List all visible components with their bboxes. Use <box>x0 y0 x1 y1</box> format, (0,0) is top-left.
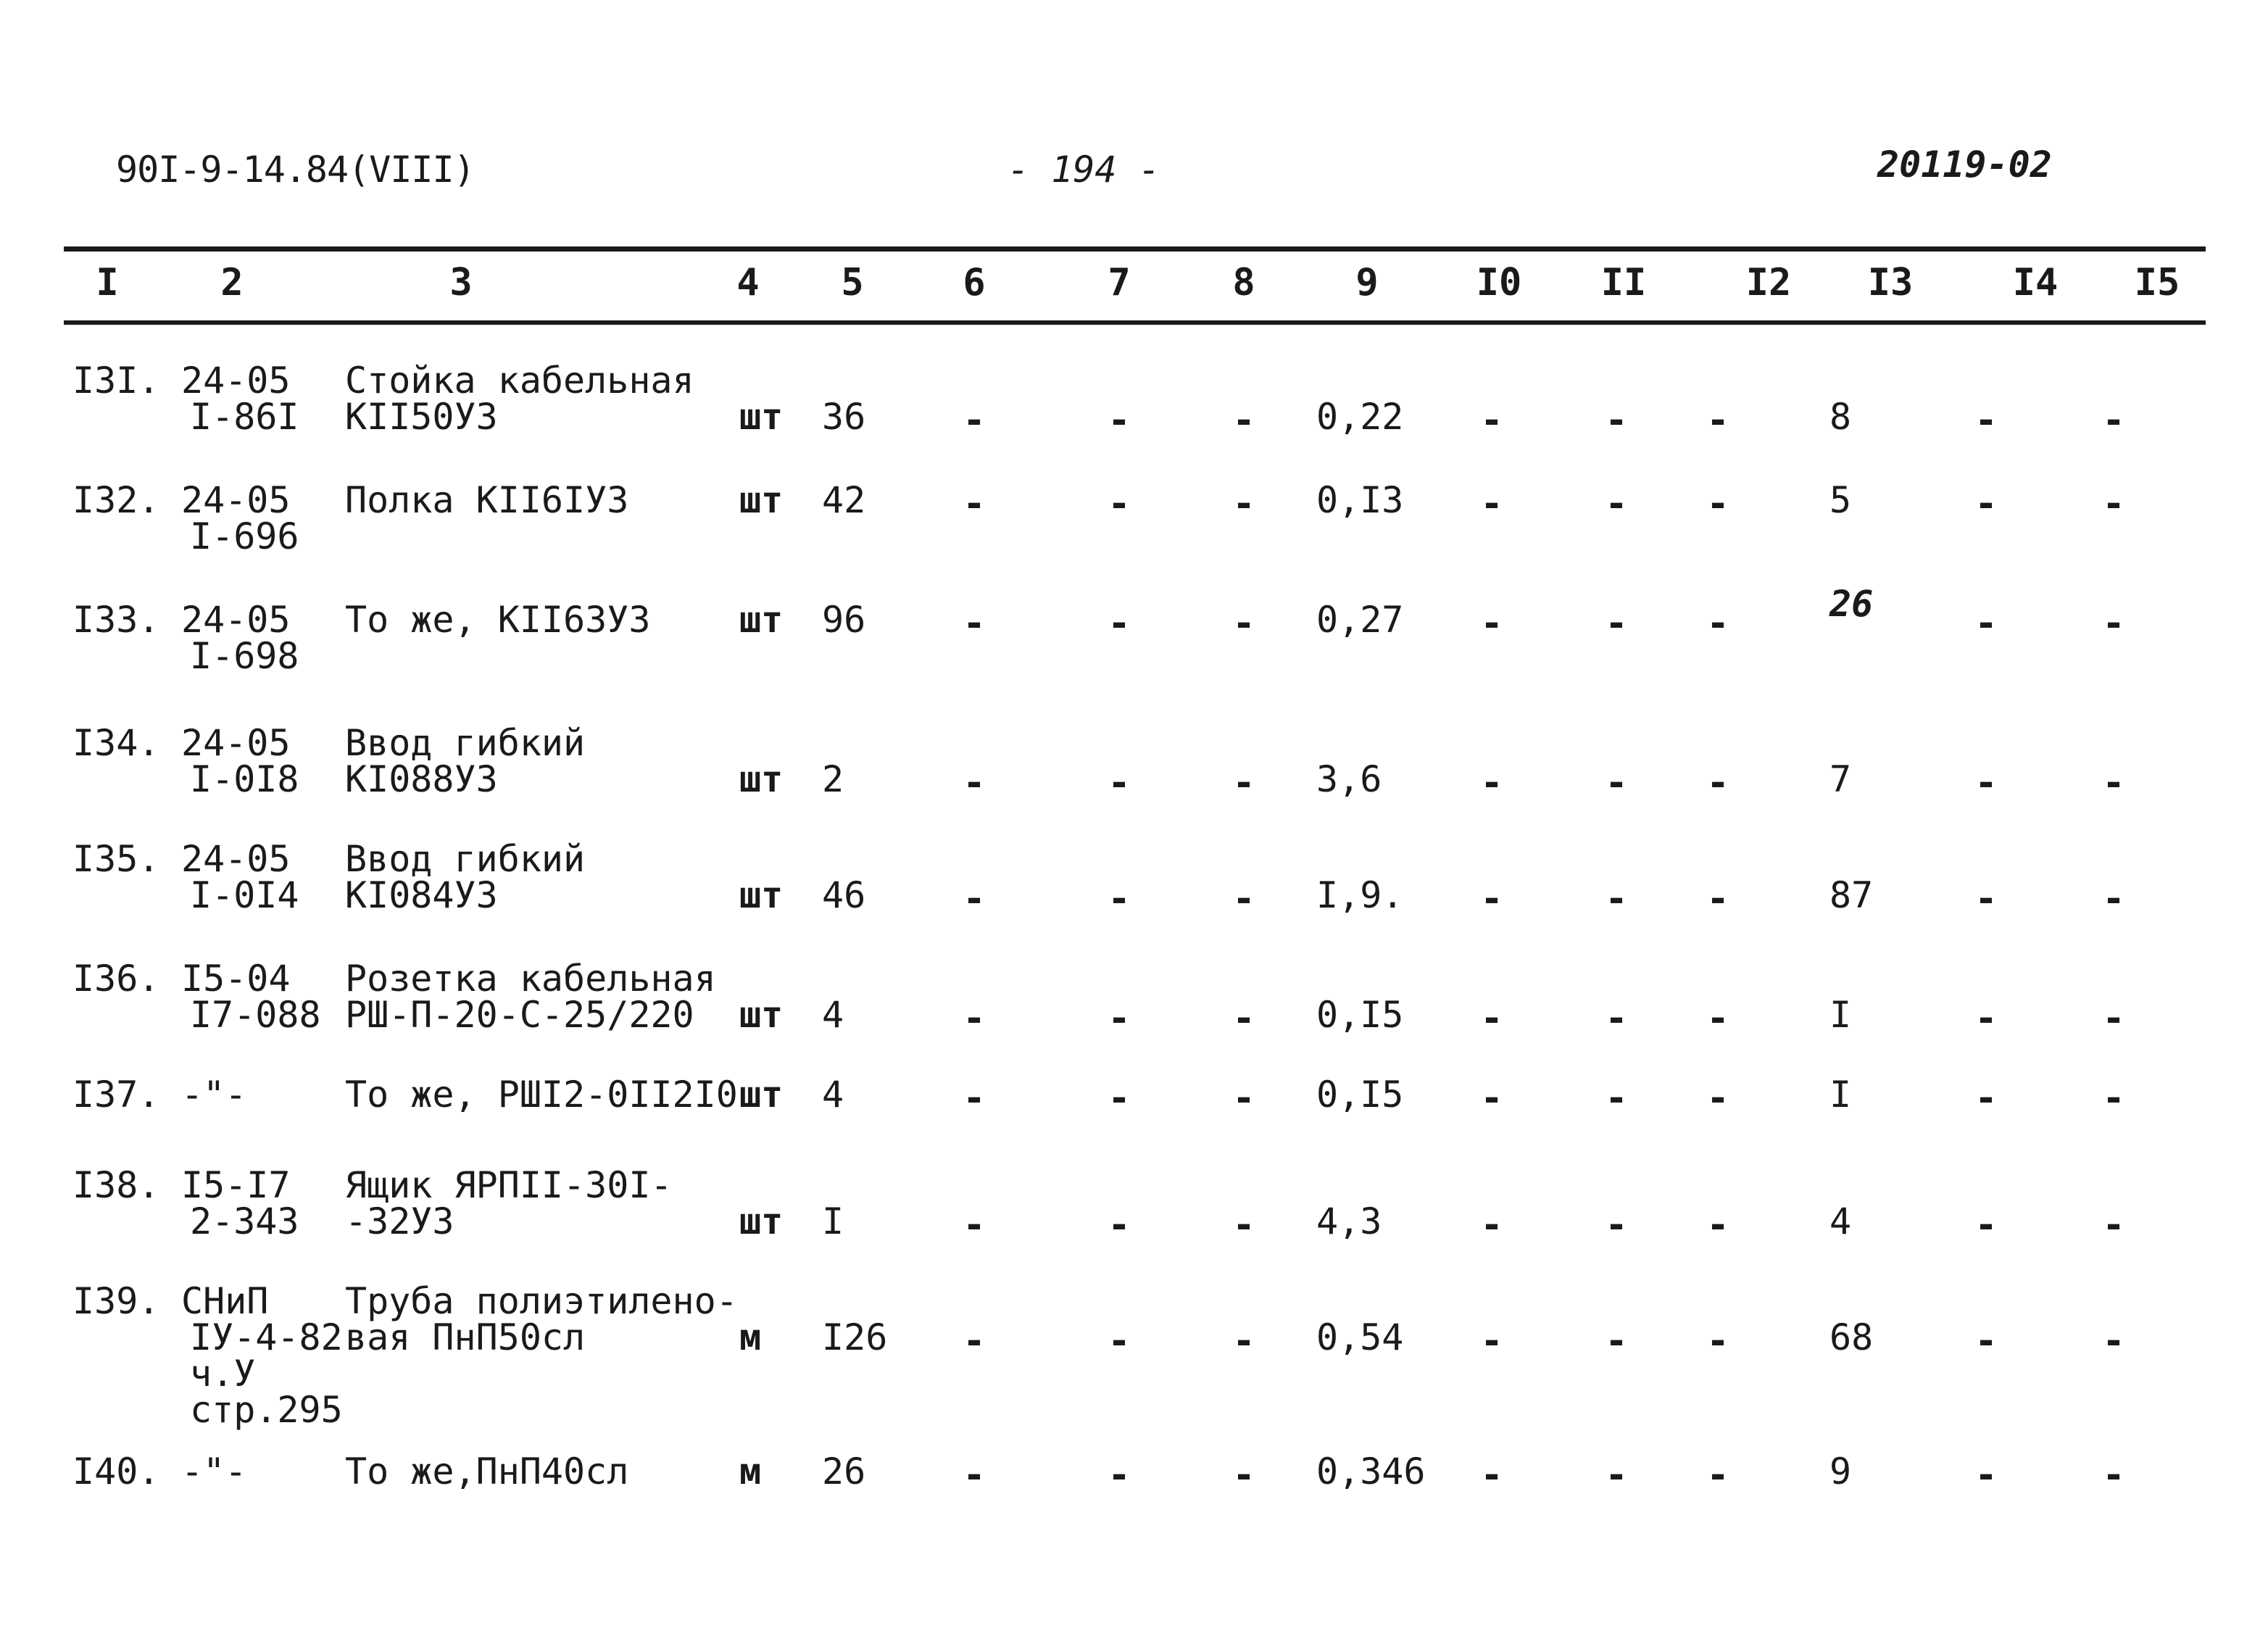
dash-c7: - <box>1108 482 1131 526</box>
dash-c6: - <box>963 761 986 805</box>
dash-c6: - <box>963 1076 986 1120</box>
dash-c8: - <box>1232 761 1255 805</box>
column-number: 2 <box>220 261 244 304</box>
norm-reference: -"- <box>181 1074 247 1116</box>
norm-reference: 24-05 <box>181 722 291 764</box>
row-number: I33. <box>72 599 160 641</box>
item-name: KI088УЗ <box>345 758 498 800</box>
unit: шт <box>739 599 784 641</box>
item-name: KII50УЗ <box>345 396 498 438</box>
dash-c10: - <box>1480 399 1503 442</box>
dash-c7: - <box>1108 399 1131 442</box>
norm-reference: I5-I7 <box>181 1164 291 1206</box>
item-name: Розетка кабельная <box>345 958 716 1000</box>
row-number: I35. <box>72 838 160 880</box>
dash-c10: - <box>1480 1319 1503 1363</box>
weight-value: 3,6 <box>1316 758 1382 800</box>
norm-reference: 24-05 <box>181 479 291 521</box>
norm-reference: -"- <box>181 1450 247 1493</box>
dash-c6: - <box>963 1319 986 1363</box>
dash-c6: - <box>963 1203 986 1247</box>
dash-c12: - <box>1706 877 1729 921</box>
weight-value: 0,I3 <box>1316 479 1404 521</box>
item-name: вая ПнП50сл <box>345 1316 586 1358</box>
dash-c11: - <box>1605 1076 1628 1120</box>
weight-value: 0,22 <box>1316 396 1404 438</box>
value-col13: 4 <box>1829 1200 1852 1242</box>
dash-c10: - <box>1480 482 1503 526</box>
column-number: 3 <box>449 261 473 304</box>
dash-c7: - <box>1108 761 1131 805</box>
dash-c14: - <box>1974 877 1998 921</box>
unit: шт <box>739 994 784 1036</box>
dash-c11: - <box>1605 761 1628 805</box>
dash-c15: - <box>2102 877 2125 921</box>
dash-c7: - <box>1108 1076 1131 1120</box>
unit: шт <box>739 396 784 438</box>
dash-c15: - <box>2102 1203 2125 1247</box>
weight-value: 0,I5 <box>1316 994 1404 1036</box>
weight-value: 0,I5 <box>1316 1074 1404 1116</box>
column-number: I3 <box>1867 261 1914 304</box>
dash-c14: - <box>1974 761 1998 805</box>
weight-value: 0,54 <box>1316 1316 1404 1358</box>
weight-value: 0,346 <box>1316 1450 1426 1493</box>
value-col13: I <box>1829 994 1852 1036</box>
page-number: - 194 - <box>1008 149 1160 191</box>
value-col13: 26 <box>1829 583 1874 625</box>
doc-number: 20119-02 <box>1877 144 2052 186</box>
dash-c11: - <box>1605 997 1628 1040</box>
dash-c11: - <box>1605 602 1628 645</box>
dash-c8: - <box>1232 1319 1255 1363</box>
norm-reference: I5-04 <box>181 958 291 1000</box>
column-number: I <box>96 261 119 304</box>
row-number: I36. <box>72 958 160 1000</box>
dash-c15: - <box>2102 482 2125 526</box>
weight-value: I,9. <box>1316 874 1404 916</box>
column-number: 5 <box>841 261 864 304</box>
quantity: 2 <box>822 758 844 800</box>
dash-c7: - <box>1108 602 1131 645</box>
column-number: I4 <box>2012 261 2059 304</box>
dash-c15: - <box>2102 997 2125 1040</box>
dash-c12: - <box>1706 1319 1729 1363</box>
unit: шт <box>739 1074 784 1116</box>
dash-c11: - <box>1605 399 1628 442</box>
item-name: То же, KII63УЗ <box>345 599 651 641</box>
dash-c14: - <box>1974 399 1998 442</box>
item-name: Ящик ЯРПII-30I- <box>345 1164 673 1206</box>
dash-c7: - <box>1108 1453 1131 1497</box>
item-name: То же,ПнП40сл <box>345 1450 629 1493</box>
column-number: 9 <box>1355 261 1379 304</box>
dash-c12: - <box>1706 1203 1729 1247</box>
quantity: 26 <box>822 1450 866 1493</box>
dash-c10: - <box>1480 1453 1503 1497</box>
column-number: I5 <box>2134 261 2180 304</box>
item-name: Ввод гибкий <box>345 838 586 880</box>
norm-reference: СНиП <box>181 1280 269 1322</box>
value-col13: 8 <box>1829 396 1852 438</box>
column-number: 8 <box>1232 261 1255 304</box>
item-name: Стойка кабельная <box>345 360 694 402</box>
norm-reference: I-86I <box>190 396 299 438</box>
item-name: Труба полиэтилено- <box>345 1280 738 1322</box>
quantity: 36 <box>822 396 866 438</box>
top-rule <box>64 246 2206 252</box>
dash-c11: - <box>1605 482 1628 526</box>
quantity: 42 <box>822 479 866 521</box>
dash-c14: - <box>1974 482 1998 526</box>
norm-reference: I-696 <box>190 515 299 557</box>
value-col13: 87 <box>1829 874 1874 916</box>
item-name: Ввод гибкий <box>345 722 586 764</box>
dash-c11: - <box>1605 1453 1628 1497</box>
dash-c6: - <box>963 482 986 526</box>
dash-c7: - <box>1108 997 1131 1040</box>
row-number: I32. <box>72 479 160 521</box>
dash-c6: - <box>963 877 986 921</box>
item-name: KI084УЗ <box>345 874 498 916</box>
unit: шт <box>739 479 784 521</box>
dash-c8: - <box>1232 1076 1255 1120</box>
dash-c10: - <box>1480 761 1503 805</box>
quantity: I <box>822 1200 844 1242</box>
quantity: 96 <box>822 599 866 641</box>
column-number: 4 <box>736 261 760 304</box>
dash-c10: - <box>1480 1203 1503 1247</box>
dash-c11: - <box>1605 1319 1628 1363</box>
dash-c15: - <box>2102 602 2125 645</box>
dash-c15: - <box>2102 1319 2125 1363</box>
dash-c8: - <box>1232 997 1255 1040</box>
item-name: То же, РШI2-0II2I0 <box>345 1074 738 1116</box>
norm-reference: 24-05 <box>181 599 291 641</box>
quantity: I26 <box>822 1316 888 1358</box>
dash-c14: - <box>1974 602 1998 645</box>
value-col13: 68 <box>1829 1316 1874 1358</box>
item-name: РШ-П-20-С-25/220 <box>345 994 694 1036</box>
dash-c15: - <box>2102 761 2125 805</box>
dash-c7: - <box>1108 1203 1131 1247</box>
weight-value: 4,3 <box>1316 1200 1382 1242</box>
dash-c6: - <box>963 399 986 442</box>
dash-c12: - <box>1706 1076 1729 1120</box>
dash-c8: - <box>1232 1453 1255 1497</box>
row-number: I40. <box>72 1450 160 1493</box>
dash-c10: - <box>1480 997 1503 1040</box>
column-number: II <box>1600 261 1647 304</box>
unit: м <box>739 1316 762 1358</box>
dash-c8: - <box>1232 877 1255 921</box>
value-col13: 9 <box>1829 1450 1852 1493</box>
quantity: 4 <box>822 1074 844 1116</box>
quantity: 4 <box>822 994 844 1036</box>
row-number: I38. <box>72 1164 160 1206</box>
dash-c10: - <box>1480 602 1503 645</box>
norm-reference: IУ-4-82 <box>190 1316 343 1358</box>
weight-value: 0,27 <box>1316 599 1404 641</box>
dash-c14: - <box>1974 1076 1998 1120</box>
dash-c6: - <box>963 602 986 645</box>
quantity: 46 <box>822 874 866 916</box>
norm-reference: ч.У <box>190 1353 256 1395</box>
row-number: I39. <box>72 1280 160 1322</box>
column-number: I2 <box>1745 261 1792 304</box>
dash-c7: - <box>1108 1319 1131 1363</box>
dash-c15: - <box>2102 1453 2125 1497</box>
value-col13: 5 <box>1829 479 1852 521</box>
dash-c14: - <box>1974 997 1998 1040</box>
dash-c6: - <box>963 1453 986 1497</box>
norm-reference: I-0I4 <box>190 874 299 916</box>
document-code: 90I-9-14.84(VIII) <box>116 149 475 191</box>
dash-c6: - <box>963 997 986 1040</box>
dash-c11: - <box>1605 1203 1628 1247</box>
dash-c15: - <box>2102 399 2125 442</box>
dash-c11: - <box>1605 877 1628 921</box>
dash-c14: - <box>1974 1203 1998 1247</box>
column-number: 6 <box>963 261 986 304</box>
dash-c12: - <box>1706 761 1729 805</box>
norm-reference: 2-343 <box>190 1200 299 1242</box>
value-col13: 7 <box>1829 758 1852 800</box>
dash-c12: - <box>1706 1453 1729 1497</box>
norm-reference: I-698 <box>190 635 299 677</box>
dash-c12: - <box>1706 997 1729 1040</box>
norm-reference: 24-05 <box>181 360 291 402</box>
dash-c8: - <box>1232 1203 1255 1247</box>
row-number: I34. <box>72 722 160 764</box>
dash-c14: - <box>1974 1453 1998 1497</box>
dash-c7: - <box>1108 877 1131 921</box>
unit: шт <box>739 758 784 800</box>
dash-c15: - <box>2102 1076 2125 1120</box>
column-number: 7 <box>1108 261 1131 304</box>
dash-c8: - <box>1232 399 1255 442</box>
dash-c8: - <box>1232 482 1255 526</box>
dash-c14: - <box>1974 1319 1998 1363</box>
value-col13: I <box>1829 1074 1852 1116</box>
dash-c12: - <box>1706 399 1729 442</box>
dash-c12: - <box>1706 482 1729 526</box>
unit: шт <box>739 874 784 916</box>
unit: м <box>739 1450 762 1493</box>
column-number: I0 <box>1476 261 1522 304</box>
item-name: -32УЗ <box>345 1200 454 1242</box>
row-number: I37. <box>72 1074 160 1116</box>
header-rule <box>64 320 2206 325</box>
norm-reference: I7-088 <box>190 994 321 1036</box>
dash-c10: - <box>1480 1076 1503 1120</box>
row-number: I3I. <box>72 360 160 402</box>
item-name: Полка KII6IУЗ <box>345 479 629 521</box>
norm-reference: I-0I8 <box>190 758 299 800</box>
dash-c10: - <box>1480 877 1503 921</box>
dash-c8: - <box>1232 602 1255 645</box>
dash-c12: - <box>1706 602 1729 645</box>
norm-reference: 24-05 <box>181 838 291 880</box>
norm-reference: стр.295 <box>190 1389 343 1431</box>
unit: шт <box>739 1200 784 1242</box>
